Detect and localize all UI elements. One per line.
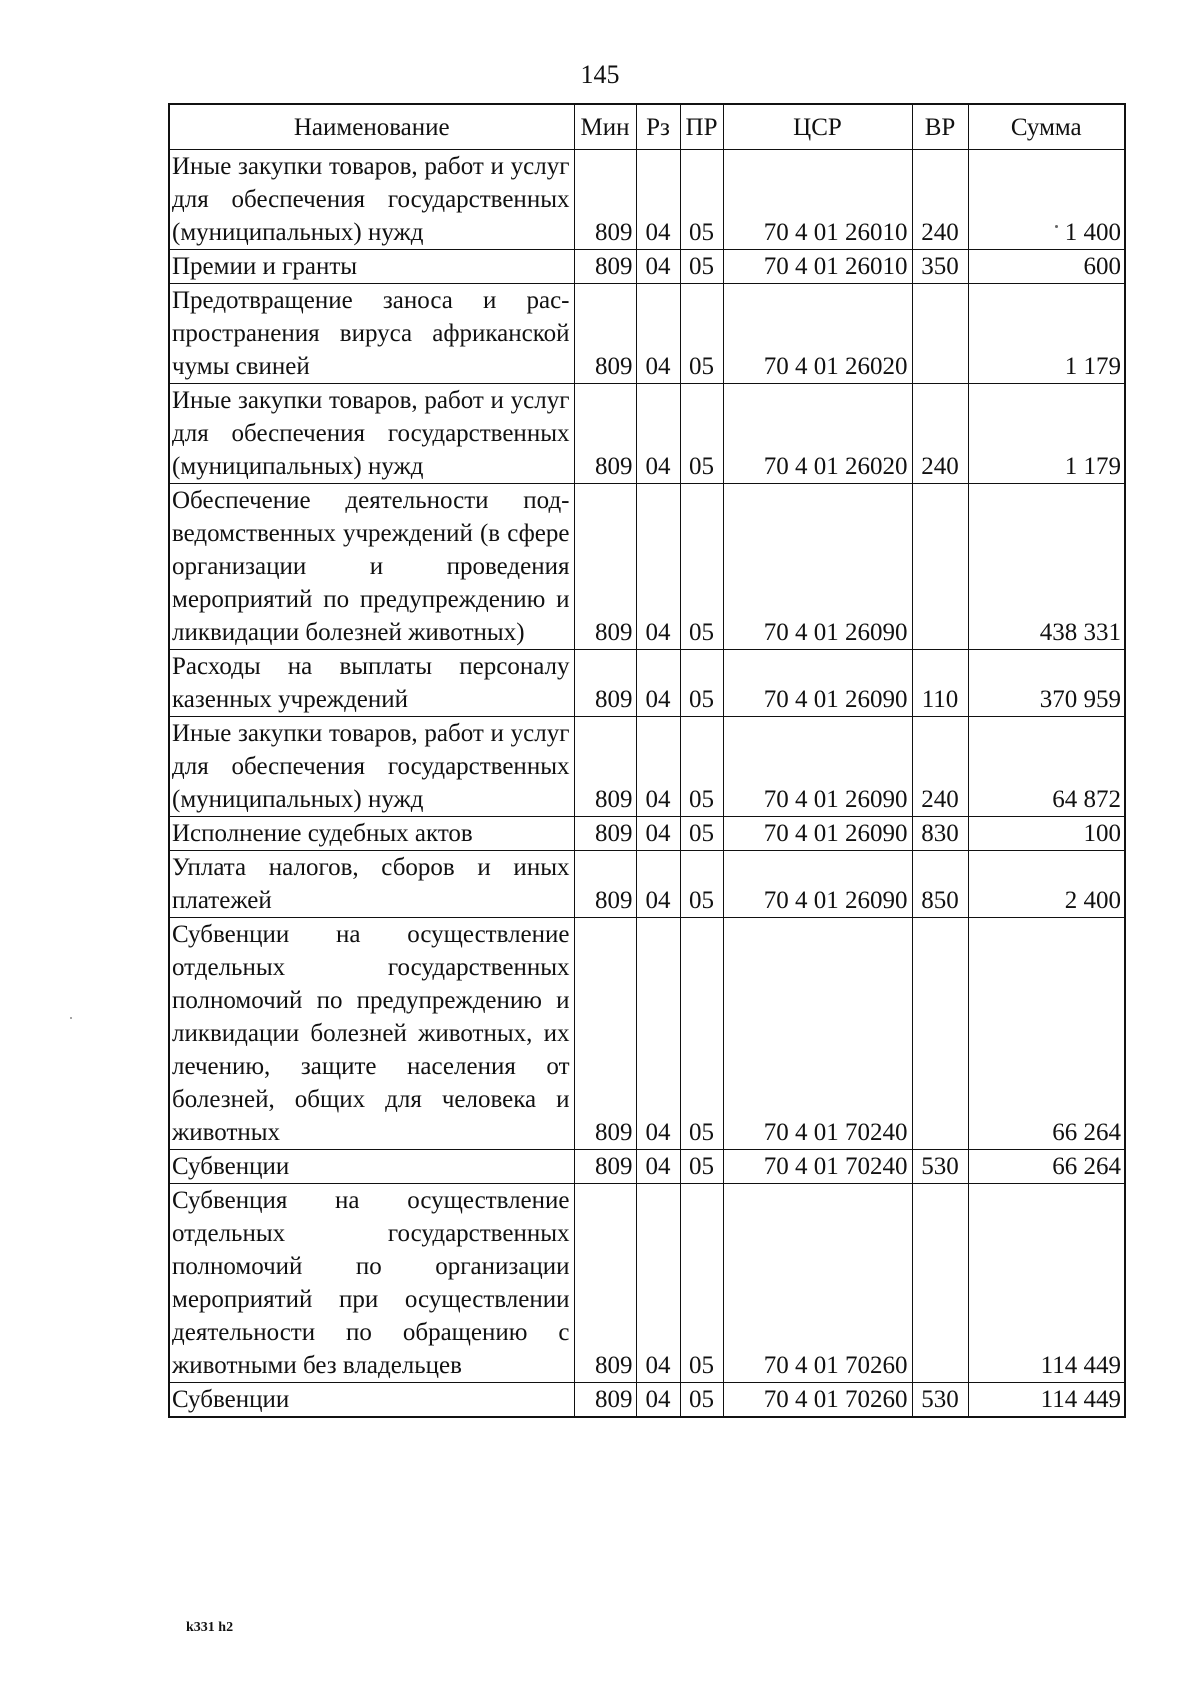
row-sum: 114 449 [968,1383,1125,1418]
row-name: Субвенции [169,1383,574,1418]
row-rz: 04 [636,250,680,284]
row-pr: 05 [680,284,723,384]
table-row [169,484,1125,650]
row-sum: 1 179 [968,384,1125,484]
row-csr: 70 4 01 26090 [723,817,912,851]
table-row [169,1383,1125,1418]
row-min: 809 [574,817,636,851]
row-min: 809 [574,284,636,384]
row-rz: 04 [636,851,680,918]
row-csr: 70 4 01 26090 [723,717,912,817]
row-pr: 05 [680,1150,723,1184]
row-vr: 240 [912,384,968,484]
row-name: Субвенции на осуществление отдельных государственных полномочий по предупреждению и ликвидации болезней животных, их лечению, защите населения от болезней, общих для человека и животных [169,918,574,1150]
header-csr: ЦСР [723,104,912,150]
row-vr [912,484,968,650]
row-rz: 04 [636,918,680,1150]
row-name: Расходы на выплаты персоналу казенных учреждений [169,650,574,717]
row-min: 809 [574,150,636,250]
row-pr: 05 [680,150,723,250]
scan-speck [1055,225,1058,228]
table-row [169,817,1125,851]
row-csr: 70 4 01 70260 [723,1383,912,1418]
scan-speck [70,1017,72,1019]
row-sum: 2 400 [968,851,1125,918]
row-pr: 05 [680,650,723,717]
header-vr: ВР [912,104,968,150]
row-min: 809 [574,851,636,918]
row-name: Уплата налогов, сборов и иных платежей [169,851,574,918]
table-row [169,717,1125,817]
table-row [169,150,1125,250]
row-rz: 04 [636,384,680,484]
row-rz: 04 [636,1383,680,1418]
row-csr: 70 4 01 26010 [723,250,912,284]
row-sum: 370 959 [968,650,1125,717]
row-pr: 05 [680,851,723,918]
table-row [169,250,1125,284]
row-csr: 70 4 01 70240 [723,918,912,1150]
row-name: Субвенции [169,1150,574,1184]
row-min: 809 [574,1150,636,1184]
row-sum: 1 179 [968,284,1125,384]
row-name: Иные закупки товаров, работ и услуг для обеспечения государственных (муниципальных) нужд [169,384,574,484]
row-csr: 70 4 01 26020 [723,284,912,384]
row-min: 809 [574,1184,636,1383]
row-vr: 530 [912,1150,968,1184]
row-name: Субвенция на осуществление отдельных государственных полномочий по организации мероприятий при осуществлении деятельности по обращению с животными без владельцев [169,1184,574,1383]
row-csr: 70 4 01 26090 [723,650,912,717]
row-rz: 04 [636,1150,680,1184]
row-csr: 70 4 01 26010 [723,150,912,250]
header-name: Наименование [169,104,574,150]
budget-table [168,103,1126,1418]
row-vr [912,284,968,384]
row-name: Иные закупки товаров, работ и услуг для обеспечения государственных (муниципальных) нужд [169,717,574,817]
row-name: Премии и гранты [169,250,574,284]
row-min: 809 [574,717,636,817]
row-vr [912,918,968,1150]
row-csr: 70 4 01 70240 [723,1150,912,1184]
row-rz: 04 [636,284,680,384]
table-row [169,918,1125,1150]
table-row [169,1150,1125,1184]
row-sum: 100 [968,817,1125,851]
header-min: Мин [574,104,636,150]
header-pr: ПР [680,104,723,150]
row-name: Иные закупки товаров, работ и услуг для обеспечения государственных (муниципальных) нужд [169,150,574,250]
table-row [169,1184,1125,1383]
row-vr: 350 [912,250,968,284]
row-rz: 04 [636,817,680,851]
row-pr: 05 [680,817,723,851]
row-pr: 05 [680,717,723,817]
row-min: 809 [574,650,636,717]
row-min: 809 [574,918,636,1150]
row-sum: 66 264 [968,918,1125,1150]
row-min: 809 [574,384,636,484]
table-row [169,650,1125,717]
row-vr: 850 [912,851,968,918]
row-min: 809 [574,484,636,650]
row-pr: 05 [680,250,723,284]
header-sum: Сумма [968,104,1125,150]
header-rz: Рз [636,104,680,150]
row-csr: 70 4 01 26020 [723,384,912,484]
row-csr: 70 4 01 26090 [723,484,912,650]
row-rz: 04 [636,1184,680,1383]
row-pr: 05 [680,1383,723,1418]
row-csr: 70 4 01 26090 [723,851,912,918]
row-sum: 1 400 [968,150,1125,250]
page-number: 145 [580,60,620,89]
row-name: Обеспечение деятельности подведомственных учреждений (в сфере организации и проведения мероприятий по предупреждению и ликвидации болезней животных) [169,484,574,650]
row-pr: 05 [680,918,723,1150]
table-row [169,384,1125,484]
row-pr: 05 [680,484,723,650]
row-vr: 530 [912,1383,968,1418]
row-sum: 438 331 [968,484,1125,650]
row-min: 809 [574,1383,636,1418]
row-vr: 110 [912,650,968,717]
row-vr: 240 [912,717,968,817]
row-csr: 70 4 01 70260 [723,1184,912,1383]
row-sum: 114 449 [968,1184,1125,1383]
table-row [169,284,1125,384]
table-row [169,851,1125,918]
row-vr: 830 [912,817,968,851]
row-name: Предотвращение заноса и распространения вируса африканской чумы свиней [169,284,574,384]
table-header-row [169,104,1125,150]
row-rz: 04 [636,650,680,717]
row-pr: 05 [680,384,723,484]
row-sum: 66 264 [968,1150,1125,1184]
row-pr: 05 [680,1184,723,1383]
row-min: 809 [574,250,636,284]
row-sum: 600 [968,250,1125,284]
row-sum: 64 872 [968,717,1125,817]
row-rz: 04 [636,717,680,817]
footer-code: k331 h2 [186,1620,234,1635]
row-rz: 04 [636,484,680,650]
row-rz: 04 [636,150,680,250]
table-body [169,150,1125,1418]
row-name: Исполнение судебных актов [169,817,574,851]
row-vr: 240 [912,150,968,250]
row-vr [912,1184,968,1383]
